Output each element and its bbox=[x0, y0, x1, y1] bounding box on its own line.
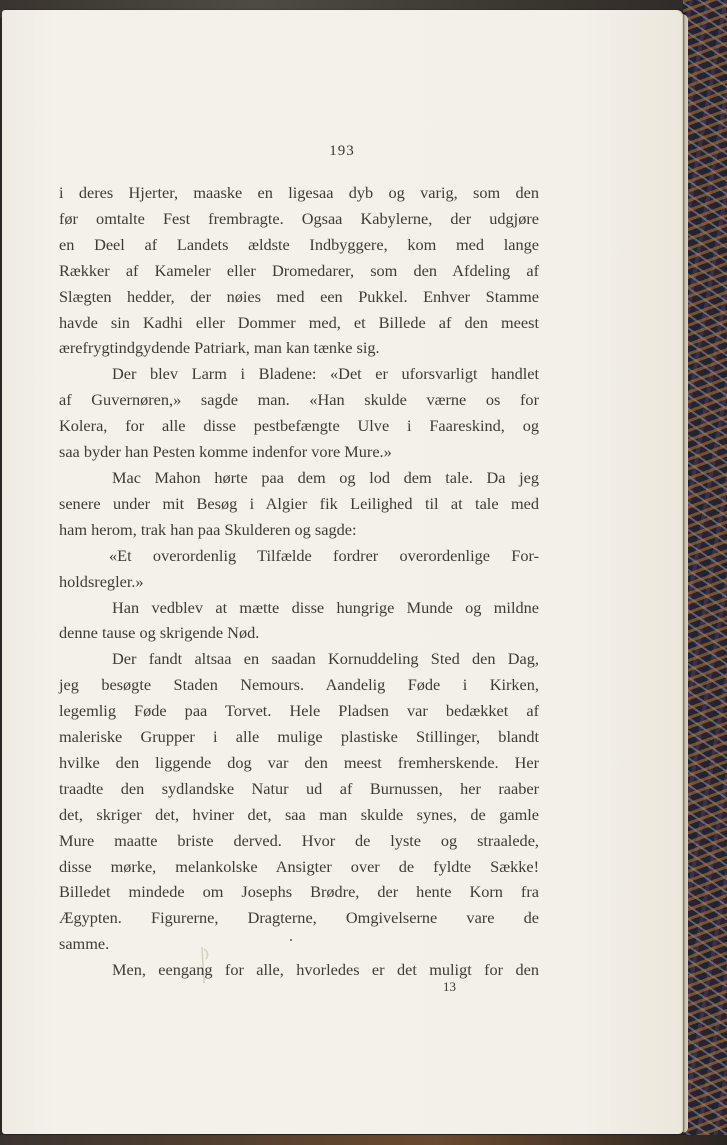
text-line: saa byder han Pesten komme indenfor vore Mure.» bbox=[59, 442, 392, 462]
text-line: denne tause og skrigende Nød. bbox=[59, 623, 260, 643]
paragraph-end-line bbox=[59, 335, 539, 361]
justified-line bbox=[59, 413, 539, 439]
text-line: jeg besøgte Staden Nemours. Aandelig Føde i Kirken, bbox=[59, 675, 539, 695]
justified-line bbox=[59, 698, 539, 724]
justified-line bbox=[59, 854, 539, 880]
book-page bbox=[2, 10, 682, 1134]
justified-line bbox=[59, 491, 539, 517]
text-line: Mac Mahon hørte paa dem og lod dem tale. Da jeg bbox=[112, 467, 539, 487]
page-number: 193 bbox=[329, 143, 355, 159]
justified-line bbox=[59, 206, 539, 232]
text-line: senere under mit Besøg i Algier fik Leilighed til at tale med bbox=[59, 493, 539, 513]
text-line: hvilke den liggende dog var den meest fremherskende. Her bbox=[59, 752, 539, 772]
text-line: Billedet mindede om Josephs Brødre, der hente Korn fra bbox=[59, 882, 539, 902]
justified-line bbox=[59, 750, 539, 776]
text-line: Mure maatte briste derved. Hvor de lyste og straalede, bbox=[59, 830, 539, 850]
text-line: i deres Hjerter, maaske en ligesaa dyb og varig, som den bbox=[59, 183, 539, 202]
paragraph-end-line bbox=[59, 931, 539, 957]
text-line: Rækker af Kameler eller Dromedarer, som den Afdeling af bbox=[59, 260, 539, 280]
paragraph-end-line bbox=[59, 569, 539, 595]
text-line: havde sin Kadhi eller Dommer med, et Billede af den meest bbox=[59, 312, 539, 332]
justified-line bbox=[59, 180, 539, 206]
text-line: disse mørke, melankolske Ansigter over de fyldte Sække! bbox=[59, 856, 539, 876]
text-line: legemlig Føde paa Torvet. Hele Pladsen var bedækket af bbox=[59, 701, 539, 721]
justified-line bbox=[59, 879, 539, 905]
paragraph-end-line bbox=[59, 620, 539, 646]
paragraph-end-line bbox=[59, 439, 539, 465]
text-line: Der blev Larm i Bladene: «Det er uforsvarligt handlet bbox=[112, 364, 539, 384]
text-line: maleriske Grupper i alle mulige plastiske Stillinger, blandt bbox=[59, 727, 539, 747]
text-line: Ægypten. Figurerne, Dragterne, Omgivelserne vare de bbox=[59, 908, 539, 928]
text-line: samme. bbox=[59, 934, 110, 954]
paragraph bbox=[59, 595, 539, 621]
justified-line bbox=[59, 646, 539, 672]
justified-line bbox=[59, 465, 539, 491]
text-line: Han vedblev at mætte disse hungrige Munde og mildne bbox=[112, 597, 539, 617]
paragraph-end-line bbox=[59, 517, 539, 543]
signature-mark: 13 bbox=[443, 979, 456, 994]
text-line: Der fandt altsaa en saadan Kornuddeling Sted den Dag, bbox=[112, 649, 539, 669]
justified-line bbox=[59, 361, 539, 387]
text-line: det, skriger det, hviner det, saa man skulde synes, de gamle bbox=[59, 804, 539, 824]
justified-line bbox=[59, 284, 539, 310]
text-line: holdsregler.» bbox=[59, 571, 144, 591]
justified-line bbox=[59, 258, 539, 284]
text-line: af Guvernøren,» sagde man. «Han skulde værne os for bbox=[59, 390, 539, 410]
justified-line bbox=[59, 724, 539, 750]
book-bottom-edge bbox=[0, 1135, 727, 1145]
paragraph bbox=[59, 543, 539, 569]
marbled-endpaper bbox=[683, 0, 727, 1145]
text-line: før omtalte Fest frembragte. Ogsaa Kabylerne, der udgjøre bbox=[59, 208, 539, 228]
text-line: Kolera, for alle disse pestbefængte Ulve i Faareskind, og bbox=[59, 416, 539, 436]
justified-line bbox=[59, 232, 539, 258]
justified-line bbox=[59, 828, 539, 854]
text-line: Slægten hedder, der nøies med een Pukkel. Enhver Stamme bbox=[59, 286, 539, 306]
text-line: Men, eengang for alle, hvorledes er det muligt for den bbox=[112, 960, 539, 980]
text-line: ærefrygtindgydende Patriark, man kan tænke sig. bbox=[59, 338, 380, 358]
justified-line bbox=[59, 905, 539, 931]
justified-line bbox=[59, 776, 539, 802]
justified-line bbox=[59, 802, 539, 828]
text-line: ham herom, trak han paa Skulderen og sagde: bbox=[59, 519, 357, 539]
justified-line bbox=[59, 310, 539, 336]
body-text bbox=[59, 180, 539, 983]
justified-line bbox=[59, 387, 539, 413]
text-line: en Deel af Landets ældste Indbyggere, kom med lange bbox=[59, 234, 539, 254]
text-line: traadte den sydlandske Natur ud af Burnussen, her raaber bbox=[59, 778, 539, 798]
justified-line bbox=[59, 672, 539, 698]
text-line: «Et overordenlig Tilfælde fordrer overordenlige For- bbox=[109, 545, 539, 565]
